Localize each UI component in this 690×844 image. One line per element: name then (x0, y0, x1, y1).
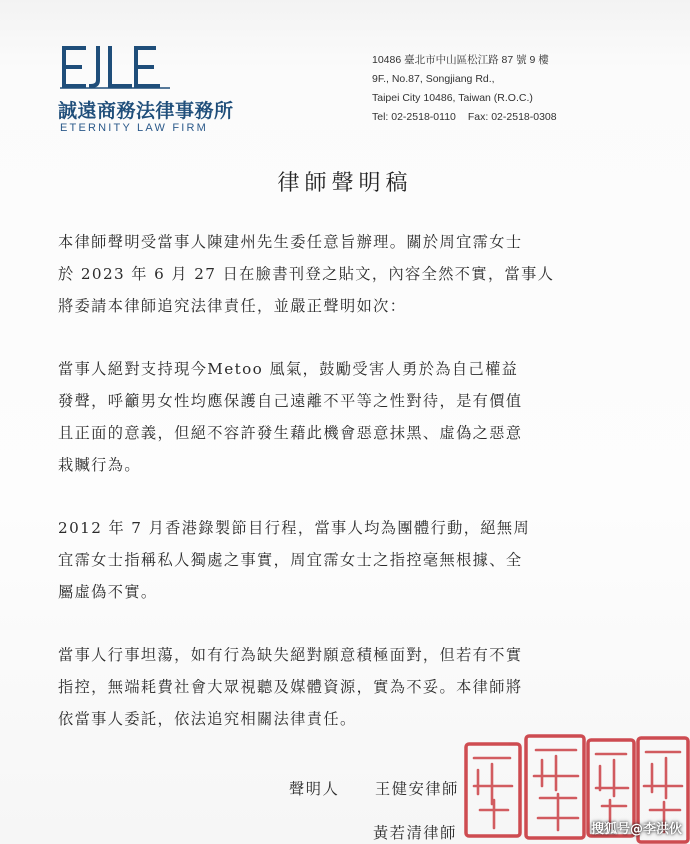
paragraph-line: 且正面的意義，但絕不容許發生藉此機會惡意抹黑、虛偽之惡意 (58, 424, 523, 442)
signatory-name: 王健安律師 (375, 780, 459, 798)
firm-logo (58, 42, 268, 137)
address-line-city: Taipei City 10486, Taiwan (R.O.C.) (372, 92, 533, 104)
paragraph-line: 宜霈女士指稱私人獨處之事實，周宜霈女士之指控毫無根據、全 (58, 551, 523, 569)
source-watermark: 搜狐号@李洪伙 (590, 822, 682, 837)
telephone-number: Tel: 02-2518-0110 (372, 111, 456, 123)
address-line-street: 9F., No.87, Songjiang Rd., (372, 73, 495, 85)
paragraph-line: 發聲，呼籲男女性均應保護自己遠離不平等之性對待，是有價值 (58, 392, 523, 410)
paragraph-line: 2012 年 7 月香港錄製節目行程，當事人均為團體行動，絕無周 (58, 519, 531, 537)
signatory-name: 黃若清律師 (373, 824, 457, 842)
paragraph-line: 本律師聲明受當事人陳建州先生委任意旨辦理。關於周宜霈女士 (58, 233, 523, 251)
paragraph-line: 屬虛偽不實。 (58, 583, 158, 601)
paragraph-line: 依當事人委託，依法追究相關法律責任。 (58, 710, 357, 728)
declarant-label: 聲明人 (289, 780, 340, 798)
paragraph-line: 指控，無端耗費社會大眾視聽及媒體資源，實為不妥。本律師將 (58, 678, 523, 696)
paragraph-metoo-support (58, 353, 522, 481)
paragraph-line: 栽贓行為。 (58, 456, 141, 474)
paragraph-line: 將委請本律師追究法律責任，並嚴正聲明如次： (58, 297, 407, 315)
paragraph-line: 當事人絕對支持現今Metoo 風氣，鼓勵受害人勇於為自己權益 (58, 360, 519, 378)
fax-number: Fax: 02-2518-0308 (467, 111, 557, 123)
paragraph-legal-action (58, 639, 522, 735)
document-title: 律師聲明稿 (277, 171, 413, 196)
firm-name-english: ETERNITY LAW FIRM (60, 122, 209, 134)
address-line-chinese: 10486 臺北市中山區松江路 87 號 9 樓 (372, 54, 549, 66)
paragraph-2012-trip (58, 512, 530, 608)
contact-line (372, 108, 557, 127)
paragraph-line: 於 2023 年 6 月 27 日在臉書刊登之貼文，內容全然不實，當事人 (58, 265, 555, 283)
firm-address-block (372, 51, 557, 127)
logo-mark-icon (58, 42, 178, 92)
firm-name-chinese: 誠遠商務法律事務所 (58, 100, 234, 122)
paragraph-line: 當事人行事坦蕩，如有行為缺失絕對願意積極面對，但若有不實 (58, 646, 523, 664)
paragraph-intro (58, 226, 554, 322)
